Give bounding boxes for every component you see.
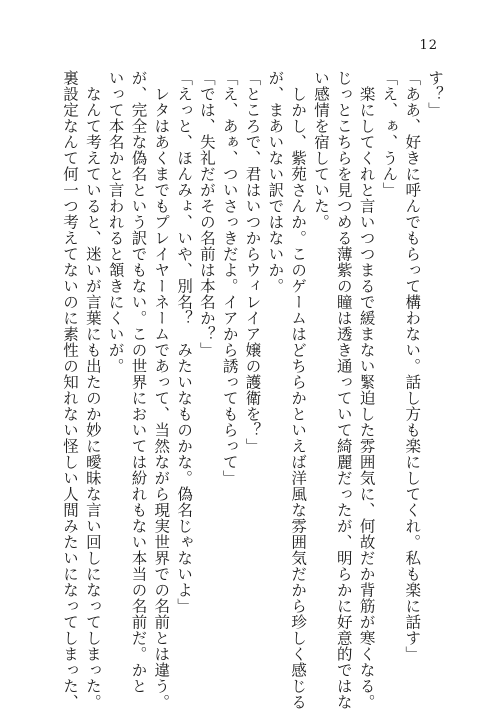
text-line: 「ところで、君はいつからウィレイア嬢の護衛を？」 bbox=[243, 70, 262, 454]
text-line: しかし、紫苑さんか。このゲームはどちらかといえば洋風な雰囲気だから珍しく感じる bbox=[289, 70, 308, 710]
page-number: 12 bbox=[419, 38, 438, 53]
vertical-text-body bbox=[57, 70, 444, 710]
text-line: 楽にしてくれと言いつつまるで緩まない緊迫した雰囲気に、何故だか背筋が寒くなる。 bbox=[357, 70, 376, 710]
text-line: 「え、あぁ、ついさっきだよ。イアから誘ってもらって」 bbox=[220, 70, 239, 486]
text-line: 「ああ、好きに呼んでもらって構わない。話し方も楽にしてくれ。私も楽に話す」 bbox=[403, 70, 422, 662]
text-line: 「では、失礼だがその名前は本名か？」 bbox=[197, 70, 216, 358]
text-line: いって本名かと言われると頷きにくいが。 bbox=[106, 70, 125, 374]
text-line: じっとこちらを見つめる薄紫の瞳は透き通っていて綺麗だったが、明らかに好意的ではな bbox=[334, 70, 353, 710]
text-line: す？」 bbox=[426, 70, 444, 118]
text-line: なんて考えていると、迷いが言葉にも出たのか妙に曖昧な言い回しになってしまった。 bbox=[83, 70, 102, 710]
text-line: 「え、ぁ、うん」 bbox=[380, 70, 399, 198]
text-line: レタはあくまでもプレイヤーネームであって、当然ながら現実世界での名前とは違う。 bbox=[152, 70, 171, 710]
text-line: 裏設定なんて何一つ考えてないのに素性の知れない怪しい人間みたいになってしまった、 bbox=[61, 70, 79, 710]
text-line: 「えっと、ほんみょ、いや、別名？ みたいなものかな。偽名じゃないよ」 bbox=[175, 70, 194, 614]
text-line: が、完全な偽名という訳でもない。この世界においては紛れもない本当の名前だ。かと bbox=[129, 70, 148, 694]
text-line: い感情を宿していた。 bbox=[311, 70, 330, 230]
text-line: が、まあいない訳ではないか。 bbox=[266, 70, 285, 294]
